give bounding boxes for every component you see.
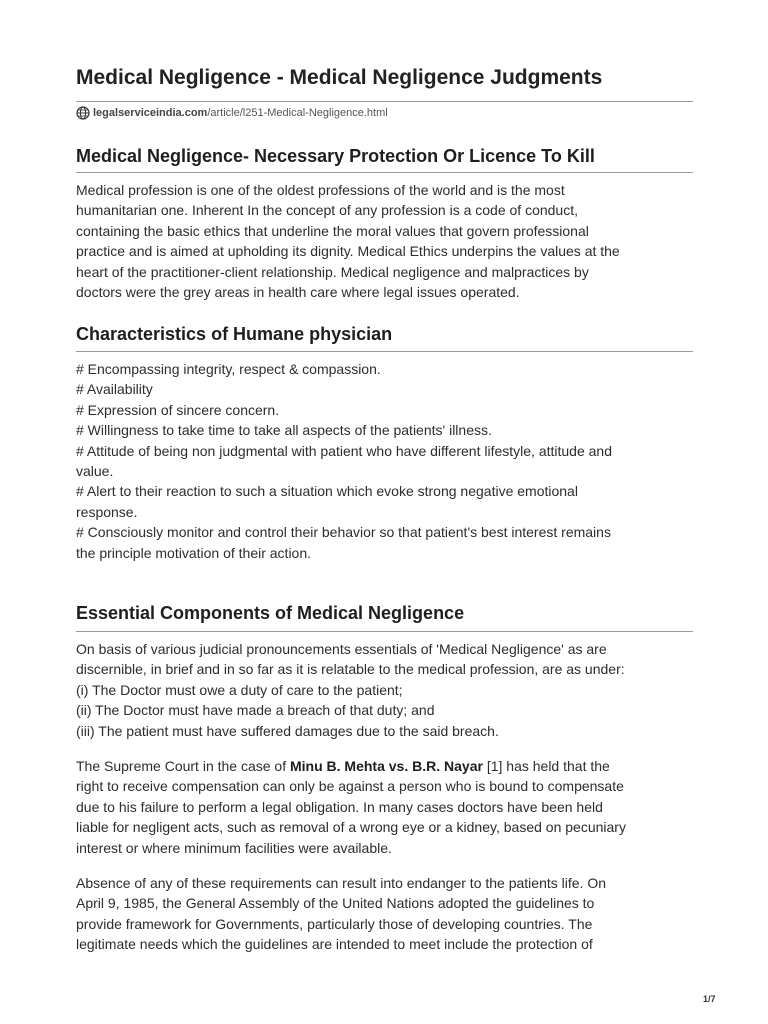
section-divider [76, 172, 693, 173]
globe-icon [76, 106, 90, 120]
source-url[interactable] [76, 106, 388, 120]
text-line: Absence of any of these requirements can result into endanger to the patients life. On [76, 875, 606, 891]
title-divider [76, 101, 693, 102]
case-name: Minu B. Mehta vs. B.R. Nayar [290, 758, 483, 774]
list-item: # Consciously monitor and control their behavior so that patient's best interest remains [76, 524, 611, 541]
text-line: (iii) The patient must have suffered damages due to the said breach. [76, 722, 499, 739]
list-item: # Attitude of being non judgmental with patient who have different lifestyle, attitude and [76, 442, 612, 459]
text-line: doctors were the grey areas in health care where legal issues operated. [76, 284, 520, 301]
text-line [76, 756, 693, 776]
section-divider [76, 351, 693, 352]
characteristics-list [76, 359, 693, 563]
list-item: value. [76, 463, 114, 480]
page-number: 1/7 [703, 994, 716, 1004]
text-line: legitimate needs which the guidelines are intended to meet include the protection of [76, 936, 593, 953]
url-host[interactable]: legalserviceindia.com [93, 107, 208, 119]
text-line: liable for negligent acts, such as removal of a wrong eye or a kidney, based on pecuniary [76, 819, 626, 836]
text-line: (ii) The Doctor must have made a breach of that duty; and [76, 702, 435, 719]
page-title: Medical Negligence - Medical Negligence Judgments [76, 66, 603, 89]
text-span: [1] has held that the [482, 758, 610, 774]
list-item: # Willingness to take time to take all aspects of the patients' illness. [76, 422, 492, 439]
guidelines-paragraph [76, 873, 693, 955]
list-item: # Availability [76, 381, 153, 398]
text-line: Medical profession is one of the oldest professions of the world and is the most [76, 182, 565, 198]
section-divider [76, 631, 693, 632]
supreme-court-paragraph [76, 756, 693, 858]
text-line: (i) The Doctor must owe a duty of care to the patient; [76, 681, 403, 698]
essentials-paragraph [76, 639, 693, 741]
intro-paragraph [76, 180, 693, 302]
list-item: # Expression of sincere concern. [76, 401, 280, 418]
url-path[interactable]: /article/l251-Medical-Negligence.html [207, 107, 388, 119]
list-item: # Alert to their reaction to such a situation which evoke strong negative emotional [76, 483, 578, 500]
text-line: discernible, in brief and in so far as it is relatable to the medical profession, are as under: [76, 661, 625, 678]
text-line: provide framework for Governments, particularly those of developing countries. The [76, 915, 593, 932]
text-line: right to receive compensation can only be against a person who is bound to compensate [76, 778, 624, 795]
text-line: containing the basic ethics that underline the moral values that govern professional [76, 222, 589, 239]
section-heading-protection: Medical Negligence- Necessary Protection Or Licence To Kill [76, 146, 595, 166]
text-line: April 9, 1985, the General Assembly of the United Nations adopted the guidelines to [76, 895, 595, 912]
text-line: practice and is aimed at upholding its dignity. Medical Ethics underpins the values at the [76, 243, 620, 260]
text-line: interest or where minimum facilities were available. [76, 839, 392, 856]
text-line: due to his failure to perform a legal obligation. In many cases doctors have been held [76, 798, 603, 815]
text-span: The Supreme Court in the case of [76, 758, 290, 774]
section-heading-characteristics: Characteristics of Humane physician [76, 324, 393, 344]
section-heading-essentials: Essential Components of Medical Negligence [76, 603, 465, 623]
text-line: heart of the practitioner-client relationship. Medical negligence and malpractices by [76, 263, 589, 280]
list-item: response. [76, 503, 138, 520]
list-item: the principle motivation of their action. [76, 544, 312, 561]
text-line: On basis of various judicial pronouncements essentials of 'Medical Negligence' as are [76, 641, 607, 657]
text-line: humanitarian one. Inherent In the concept of any profession is a code of conduct, [76, 202, 578, 219]
list-item: # Encompassing integrity, respect & compassion. [76, 361, 381, 377]
